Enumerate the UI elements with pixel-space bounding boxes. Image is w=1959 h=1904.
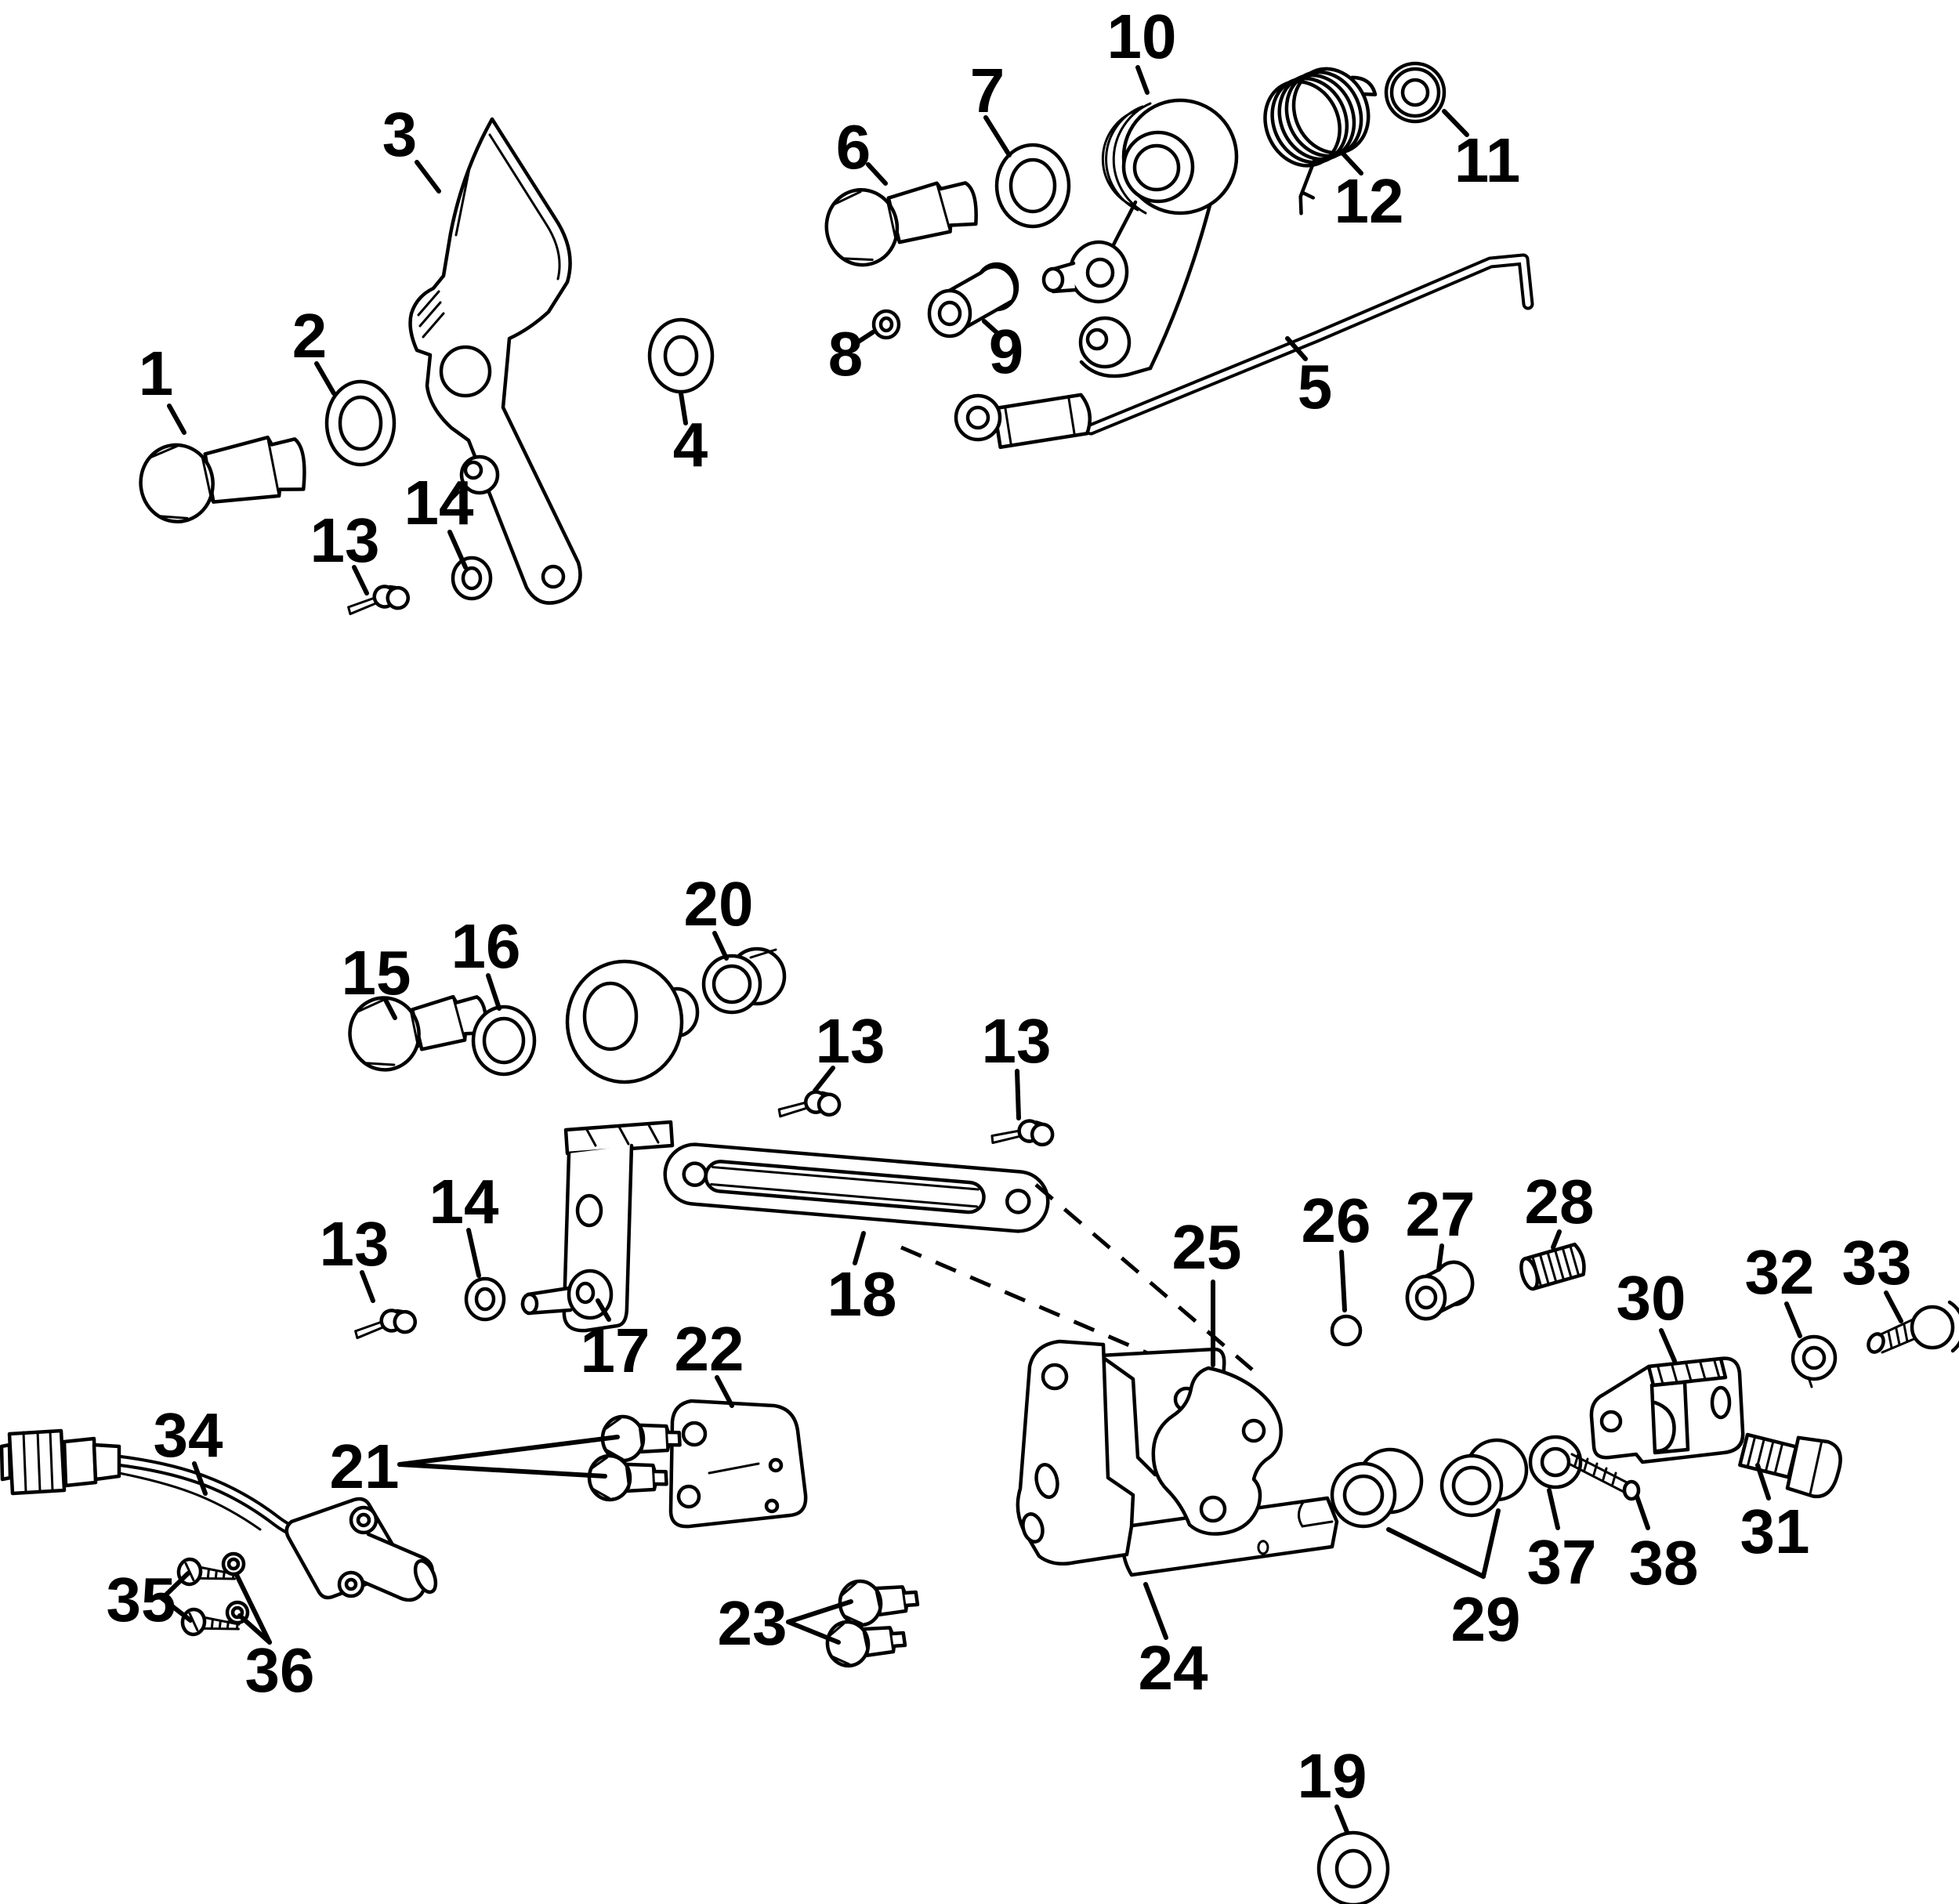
- part-label-29-31: 29: [1450, 1584, 1521, 1654]
- part-label-6-5: 6: [835, 111, 871, 182]
- leader-6: [868, 165, 885, 183]
- washer-2: [327, 382, 394, 465]
- washer-4: [650, 320, 712, 392]
- leader-29: [1483, 1511, 1498, 1576]
- part-label-13-20: 13: [319, 1208, 389, 1279]
- part-label-21-24: 21: [329, 1431, 400, 1501]
- leader-24: [1146, 1584, 1166, 1638]
- part-label-24-26: 24: [1138, 1632, 1208, 1703]
- ball-26: [1332, 1316, 1360, 1345]
- part-label-3-2: 3: [382, 99, 418, 169]
- shift-lever-10: [1044, 100, 1237, 376]
- part-label-13-17: 13: [815, 1005, 885, 1076]
- part-label-9-8: 9: [988, 316, 1024, 386]
- leader-37: [1549, 1490, 1558, 1528]
- part-label-34-36: 34: [153, 1399, 223, 1470]
- washer-32: [1793, 1337, 1835, 1387]
- leader-14: [469, 1230, 479, 1276]
- leader-29: [1389, 1529, 1483, 1576]
- part-label-16-15: 16: [451, 910, 521, 981]
- part-label-13-18: 13: [981, 1005, 1052, 1076]
- link-18: [663, 1142, 1051, 1234]
- washer-11: [1386, 63, 1444, 121]
- leader-26: [1342, 1252, 1345, 1310]
- part-label-17-21: 17: [580, 1315, 650, 1385]
- bolt-6: [820, 170, 983, 270]
- part-label-23-25: 23: [717, 1587, 788, 1658]
- part-label-31-33: 31: [1740, 1496, 1810, 1566]
- leader-21: [400, 1437, 617, 1464]
- part-label-2-1: 2: [291, 300, 328, 371]
- washer-14-mid: [466, 1279, 504, 1319]
- part-label-14-13: 14: [404, 467, 474, 538]
- part-label-33-35: 33: [1841, 1227, 1912, 1298]
- washer-14-top: [453, 558, 491, 599]
- part-label-22-23: 22: [674, 1313, 744, 1384]
- anchor-block-30: [1591, 1359, 1743, 1462]
- part-label-38-40: 38: [1628, 1527, 1699, 1598]
- part-label-12-11: 12: [1334, 165, 1404, 236]
- part-label-35-37: 35: [106, 1564, 176, 1634]
- part-label-11-10: 11: [1454, 125, 1521, 195]
- bushing-20: [704, 949, 784, 1012]
- part-label-32-34: 32: [1744, 1236, 1815, 1307]
- part-label-14-19: 14: [429, 1166, 499, 1236]
- leader-30: [1661, 1330, 1675, 1361]
- bushing-29-a: [1332, 1450, 1421, 1526]
- part-label-28-30: 28: [1524, 1166, 1595, 1236]
- washer-16: [473, 1007, 534, 1074]
- part-label-10-9: 10: [1106, 1, 1177, 71]
- part-label-37-39: 37: [1526, 1526, 1597, 1597]
- bellcrank-17: [523, 961, 697, 1330]
- leader-3: [417, 162, 439, 191]
- plate-22: [671, 1401, 806, 1526]
- washer-7: [997, 145, 1069, 226]
- leader-27: [1439, 1246, 1442, 1269]
- part-label-26-28: 26: [1301, 1185, 1371, 1255]
- cotter-pin-13-b: [991, 1119, 1054, 1150]
- washer-19: [1319, 1833, 1388, 1904]
- leader-1: [169, 406, 184, 433]
- cotter-pin-13-top: [346, 581, 411, 621]
- washer-8: [874, 311, 899, 338]
- cotter-pin-13-a: [777, 1088, 841, 1124]
- part-label-18-22: 18: [827, 1258, 897, 1329]
- bolt-1: [136, 427, 310, 526]
- leader-32: [1787, 1304, 1800, 1336]
- part-label-8-7: 8: [827, 318, 864, 389]
- leader-13: [1017, 1071, 1019, 1118]
- part-label-30-32: 30: [1616, 1262, 1686, 1333]
- part-label-36-38: 36: [244, 1634, 315, 1705]
- part-label-25-27: 25: [1171, 1211, 1242, 1282]
- part-label-15-14: 15: [341, 937, 411, 1008]
- plug-28: [1518, 1243, 1587, 1291]
- leader-38: [1637, 1497, 1648, 1528]
- bolt-31: [1736, 1422, 1845, 1500]
- part-label-19-41: 19: [1297, 1740, 1367, 1811]
- part-label-7-6: 7: [969, 55, 1005, 125]
- part-label-4-3: 4: [672, 409, 708, 480]
- part-label-20-16: 20: [683, 868, 754, 939]
- bushing-29-b: [1442, 1440, 1526, 1515]
- part-label-1-0: 1: [138, 338, 174, 408]
- leader-21: [400, 1464, 605, 1476]
- cotter-pin-13-c: [353, 1305, 418, 1345]
- part-label-13-12: 13: [310, 505, 380, 575]
- bolt-33: [1866, 1302, 1959, 1355]
- shift-rod-5: [956, 259, 1528, 447]
- washer-36-a: [223, 1554, 244, 1574]
- part-label-5-4: 5: [1297, 351, 1333, 422]
- washer-37: [1530, 1437, 1581, 1487]
- part-label-27-29: 27: [1405, 1178, 1476, 1249]
